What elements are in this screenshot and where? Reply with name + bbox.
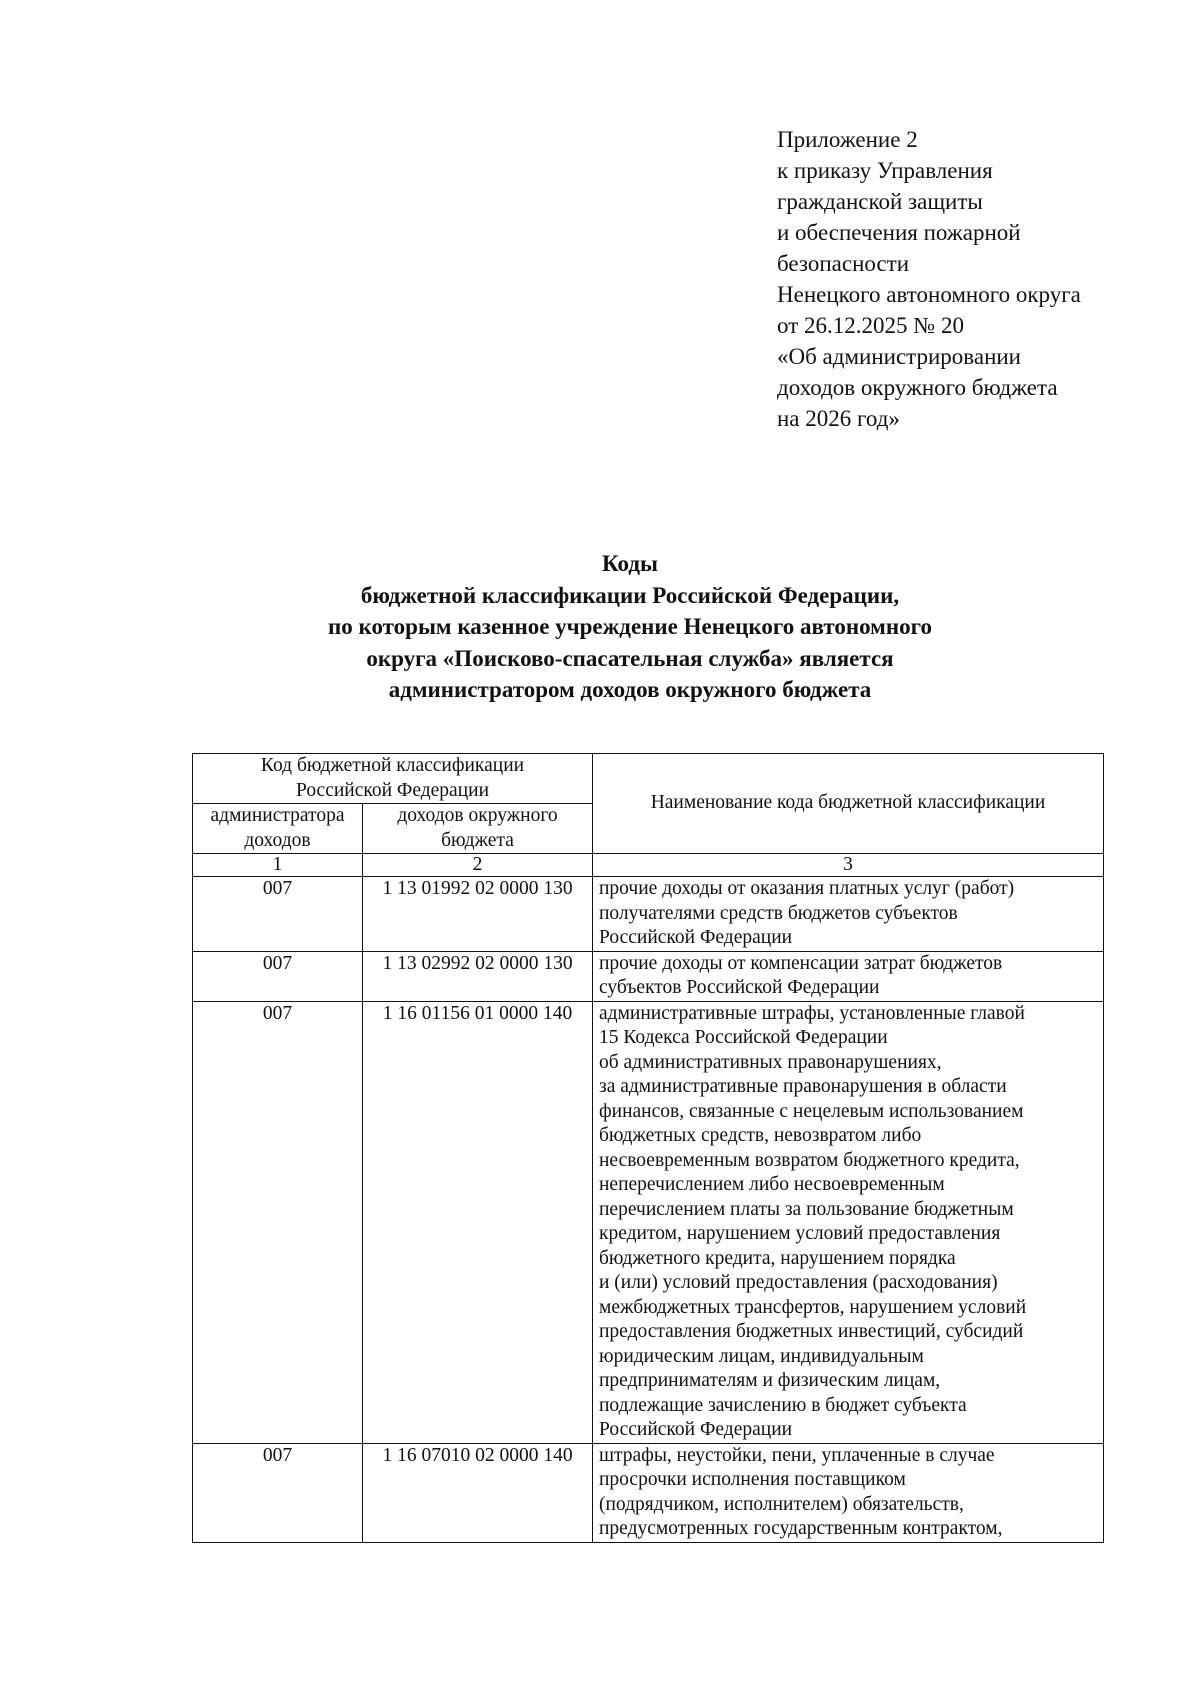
- appendix-line: гражданской защиты: [777, 189, 983, 214]
- code-name-cell: [593, 951, 1104, 1001]
- header-admin-line: доходов: [244, 829, 311, 851]
- appendix-line: от 26.12.2025 № 20: [777, 313, 964, 338]
- title-line: округа «Поисково-спасательная служба» является: [366, 645, 894, 671]
- appendix-line: «Об администрировании: [777, 344, 1021, 369]
- header-name: Наименование кода бюджетной классификации: [593, 754, 1104, 854]
- table-row: [193, 951, 1104, 1001]
- appendix-block: [777, 124, 1177, 434]
- appendix-line: и обеспечения пожарной: [777, 220, 1021, 245]
- header-code-group-line: Российской Федерации: [295, 779, 490, 801]
- code-name-cell: [593, 1443, 1104, 1542]
- code-name-line: административные штрафы, установленные главой: [599, 1002, 1025, 1024]
- column-number: 1: [193, 854, 363, 877]
- table-row: [193, 1001, 1104, 1443]
- budget-code-cell: 1 16 07010 02 0000 140: [363, 1443, 593, 1542]
- code-name-line: об административных правонарушениях,: [599, 1051, 942, 1073]
- title-line: Коды: [602, 551, 658, 576]
- code-name-line: межбюджетных трансфертов, нарушением условий: [599, 1296, 1027, 1318]
- column-number: 2: [363, 854, 593, 877]
- code-name-line: финансов, связанные с нецелевым использованием: [599, 1100, 1024, 1122]
- title-line: бюджетной классификации Российской Федерации,: [360, 582, 900, 608]
- budget-code-cell: 1 13 02992 02 0000 130: [363, 951, 593, 1001]
- header-admin-line: администратора: [210, 805, 345, 826]
- admin-code-cell: 007: [193, 877, 363, 952]
- table-header-row: [193, 754, 1104, 804]
- header-budget-line: доходов окружного: [397, 805, 558, 826]
- column-number-row: [193, 854, 1104, 877]
- code-name-line: предпринимателям и физическим лицам,: [599, 1370, 941, 1391]
- title-line: по которым казенное учреждение Ненецкого автономного: [328, 614, 932, 639]
- code-name-line: и (или) условий предоставления (расходования): [599, 1272, 998, 1293]
- code-name-line: юридическим лицам, индивидуальным: [599, 1345, 924, 1367]
- code-name-line: бюджетного кредита, нарушением порядка: [599, 1247, 956, 1269]
- code-name-line: кредитом, нарушением условий предоставления: [599, 1223, 1001, 1244]
- column-number: 3: [593, 854, 1104, 877]
- code-name-line: несвоевременным возвратом бюджетного кредита,: [599, 1149, 1020, 1171]
- header-budget-income: [363, 804, 593, 854]
- code-name-line: субъектов Российской Федерации: [599, 977, 880, 998]
- code-name-line: получателями средств бюджетов субъектов: [599, 902, 958, 924]
- header-code-group-line: Код бюджетной классификации: [260, 755, 525, 776]
- code-name-line: неперечислением либо несвоевременным: [599, 1174, 945, 1195]
- code-name-line: бюджетных средств, невозвратом либо: [599, 1125, 922, 1146]
- code-name-line: за административные правонарушения в области: [599, 1076, 1007, 1097]
- appendix-line: безопасности: [777, 251, 910, 276]
- code-name-line: прочие доходы от компенсации затрат бюджетов: [599, 952, 1003, 974]
- code-name-cell: [593, 877, 1104, 952]
- appendix-line: к приказу Управления: [777, 158, 993, 183]
- code-name-line: подлежащие зачислению в бюджет субъекта: [599, 1394, 967, 1416]
- appendix-line: доходов окружного бюджета: [777, 375, 1058, 400]
- admin-code-cell: 007: [193, 1443, 363, 1542]
- code-name-line: предусмотренных государственным контрактом,: [599, 1518, 1003, 1539]
- admin-code-cell: 007: [193, 951, 363, 1001]
- budget-codes-table: [192, 753, 1104, 1543]
- table-row: [193, 877, 1104, 952]
- code-name-line: перечислением платы за пользование бюджетным: [599, 1198, 1014, 1220]
- code-name-line: (подрядчиком, исполнителем) обязательств,: [599, 1493, 964, 1515]
- code-name-line: 15 Кодекса Российской Федерации: [599, 1027, 888, 1048]
- code-name-line: прочие доходы от оказания платных услуг (работ): [599, 878, 1015, 899]
- code-name-line: просрочки исполнения поставщиком: [599, 1469, 906, 1490]
- admin-code-cell: 007: [193, 1001, 363, 1443]
- header-code-group: [193, 754, 593, 804]
- budget-code-cell: 1 16 01156 01 0000 140: [363, 1001, 593, 1443]
- code-name-line: предоставления бюджетных инвестиций, субсидий: [599, 1321, 1024, 1342]
- code-name-cell: [593, 1001, 1104, 1443]
- header-budget-line: бюджета: [441, 829, 514, 851]
- appendix-line: на 2026 год»: [777, 406, 900, 431]
- code-name-line: Российской Федерации: [599, 1419, 793, 1440]
- title-line: администратором доходов окружного бюджета: [388, 677, 872, 702]
- budget-code-cell: 1 13 01992 02 0000 130: [363, 877, 593, 952]
- code-name-line: штрафы, неустойки, пени, уплаченные в случае: [599, 1444, 995, 1466]
- table-row: [193, 1443, 1104, 1542]
- code-name-line: Российской Федерации: [599, 927, 793, 948]
- appendix-line: Приложение 2: [777, 127, 918, 152]
- document-title: [150, 548, 1110, 706]
- header-admin: [193, 804, 363, 854]
- appendix-line: Ненецкого автономного округа: [777, 282, 1081, 307]
